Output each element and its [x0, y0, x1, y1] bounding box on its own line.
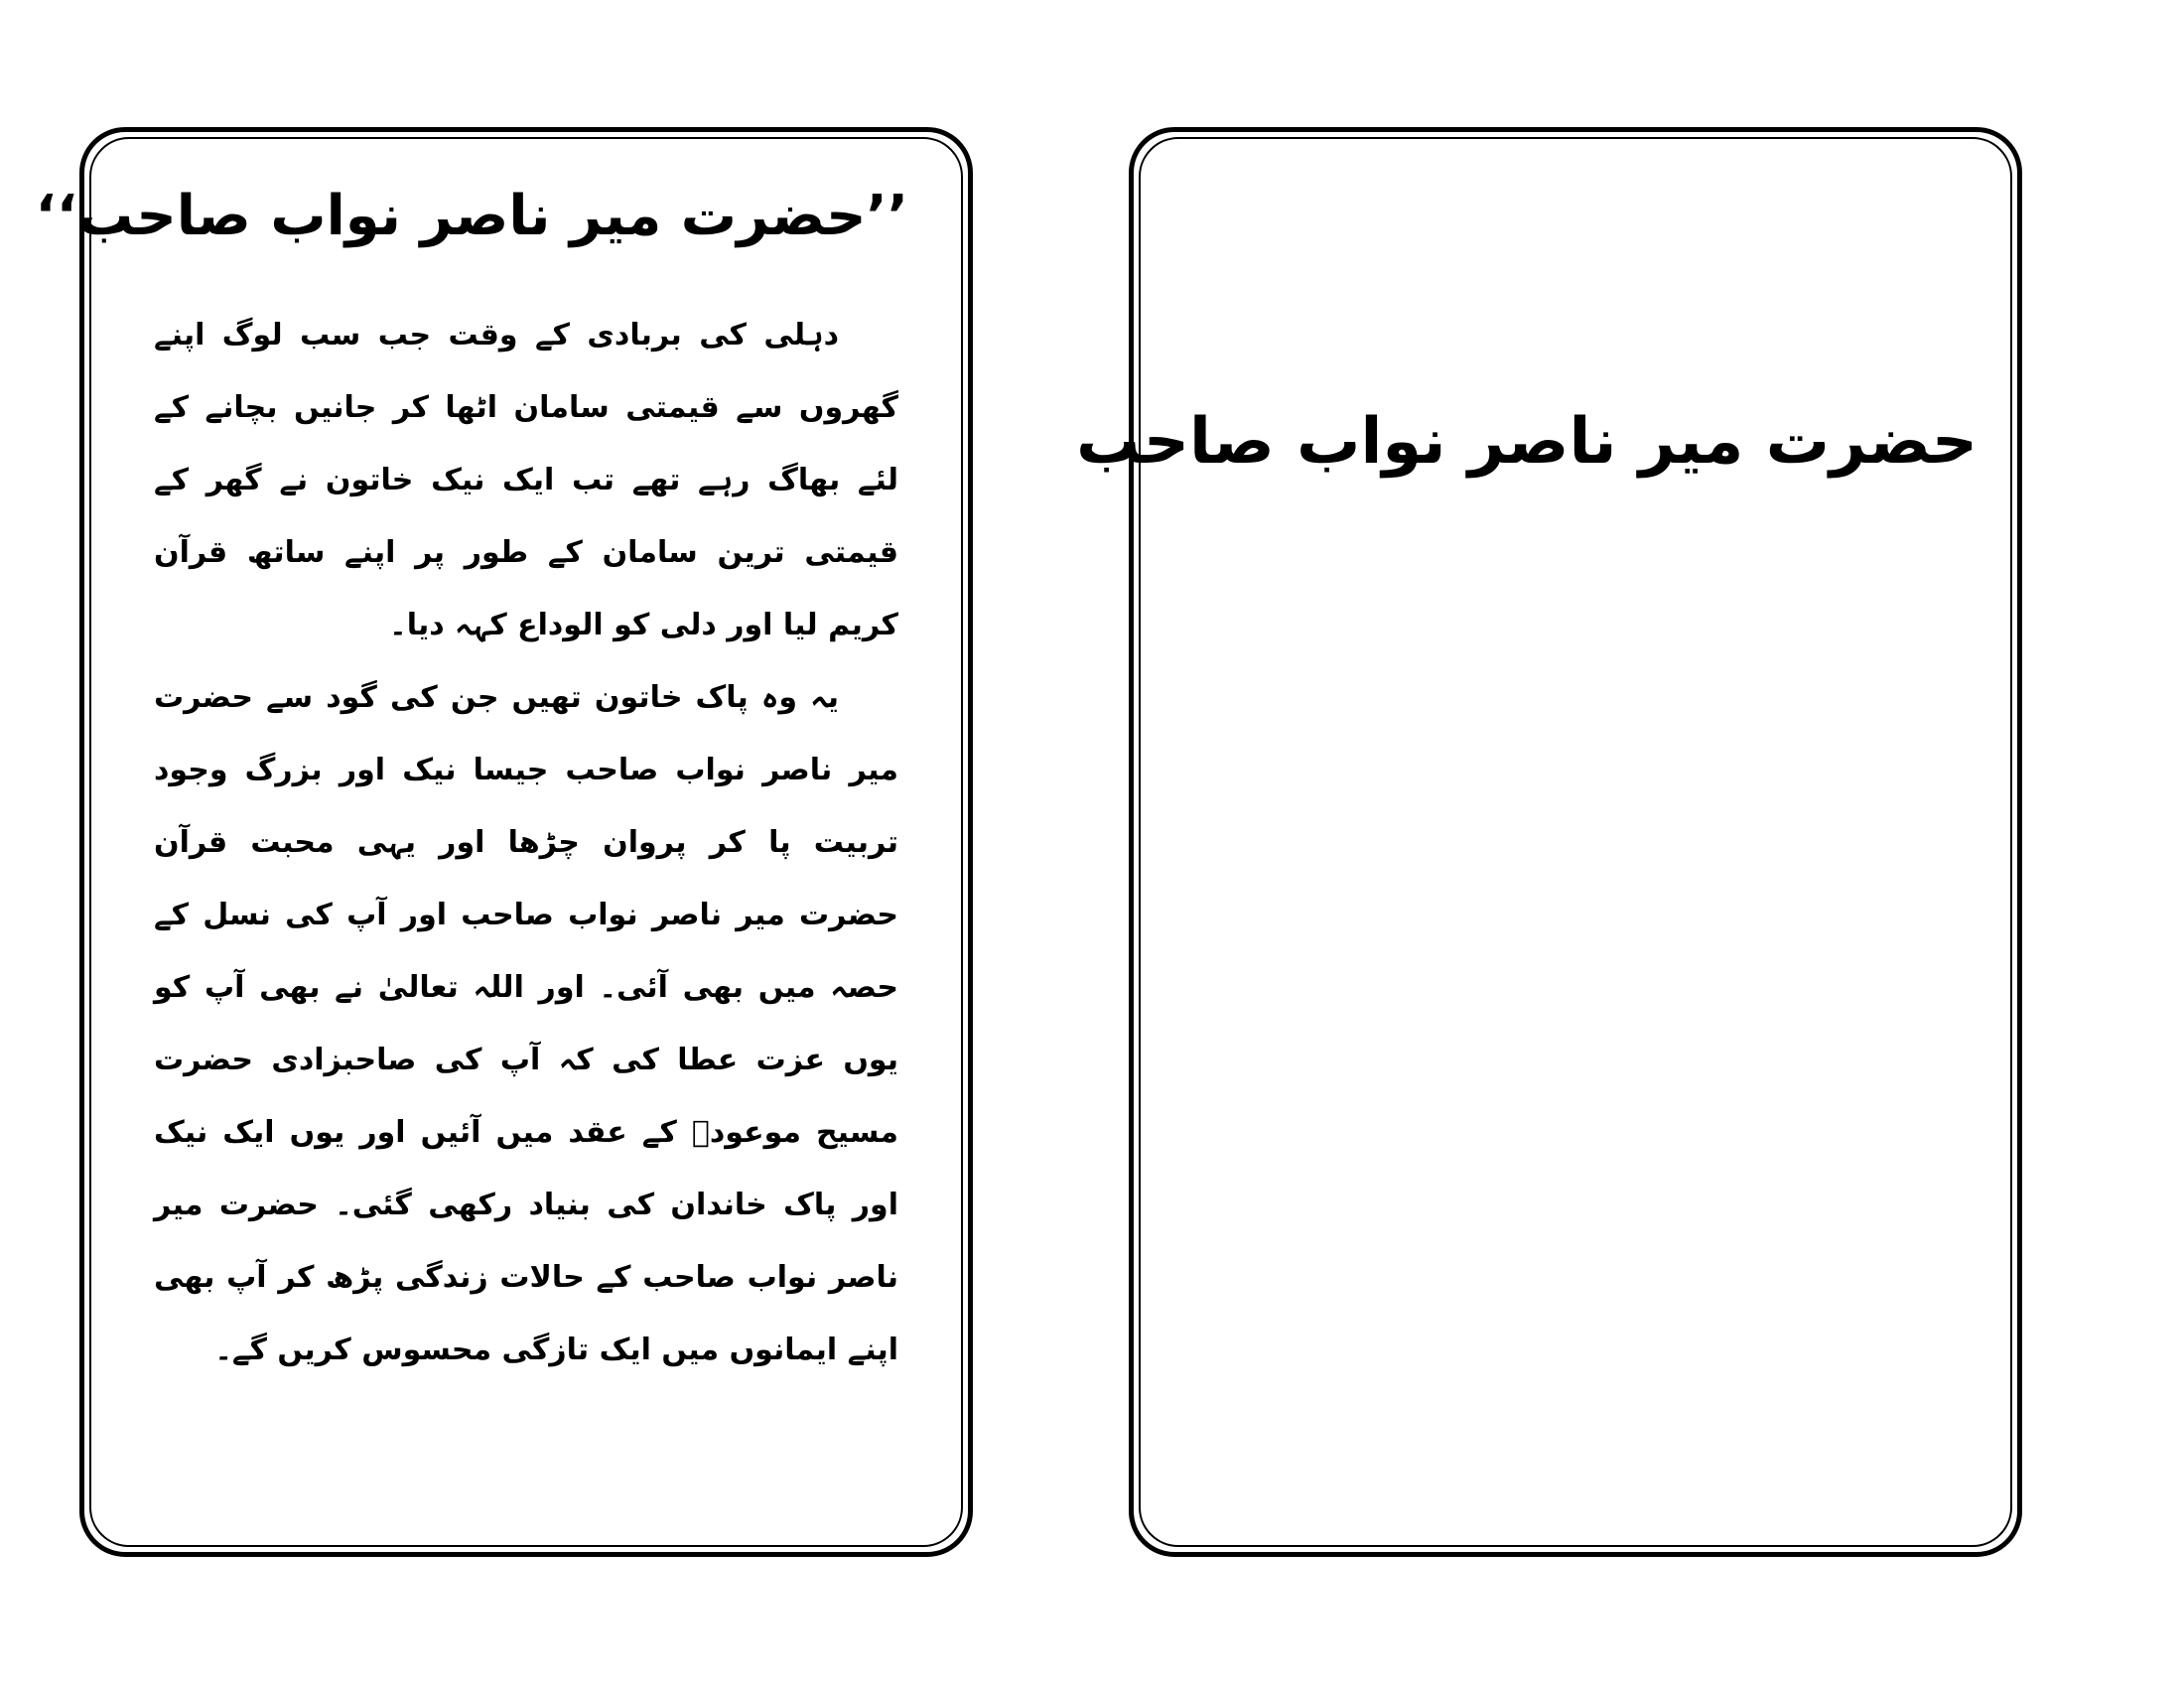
article-body — [154, 299, 898, 1386]
cover-title: حضرت میر ناصر نواب صاحب — [1076, 405, 1978, 479]
right-page-inner-border — [1076, 137, 2012, 1547]
paragraph-1: دہلی کی بربادی کے وقت جب سب لوگ اپنے گھروں سے قیمتی سامان اٹھا کر جانیں بچانے کے لئے بھاگ رہے تھے تب ایک نیک خاتون نے گھر کے قیمتی ترین سامان کے طور پر اپنے ساتھ قرآن کریم لیا اور دلی کو الوداع کہہ دیا۔ — [154, 318, 898, 642]
article-title: ’’حضرت میر ناصر نواب صاحب‘‘ — [35, 184, 908, 248]
right-page-frame — [1076, 127, 2022, 1557]
left-page-frame — [35, 127, 973, 1557]
paragraph-2: یہ وہ پاک خاتون تھیں جن کی گود سے حضرت میر ناصر نواب صاحب جیسا نیک اور بزرگ وجود تربیت پا کر پروان چڑھا اور یہی محبت قرآن حضرت میر ناصر نواب صاحب اور آپ کی نسل کے حصہ میں بھی آئی۔ اور اللہ تعالیٰ نے بھی آپ کو یوں عزت عطا کی کہ آپ کی صاحبزادی حضرت مسیح موعودؑ کے عقد میں آئیں اور یوں ایک نیک اور پاک خاندان کی بنیاد رکھی گئی۔ حضرت میر ناصر نواب صاحب کے حالات زندگی پڑھ کر آپ بھی اپنے ایمانوں میں ایک تازگی محسوس کریں گے۔ — [154, 680, 898, 1367]
